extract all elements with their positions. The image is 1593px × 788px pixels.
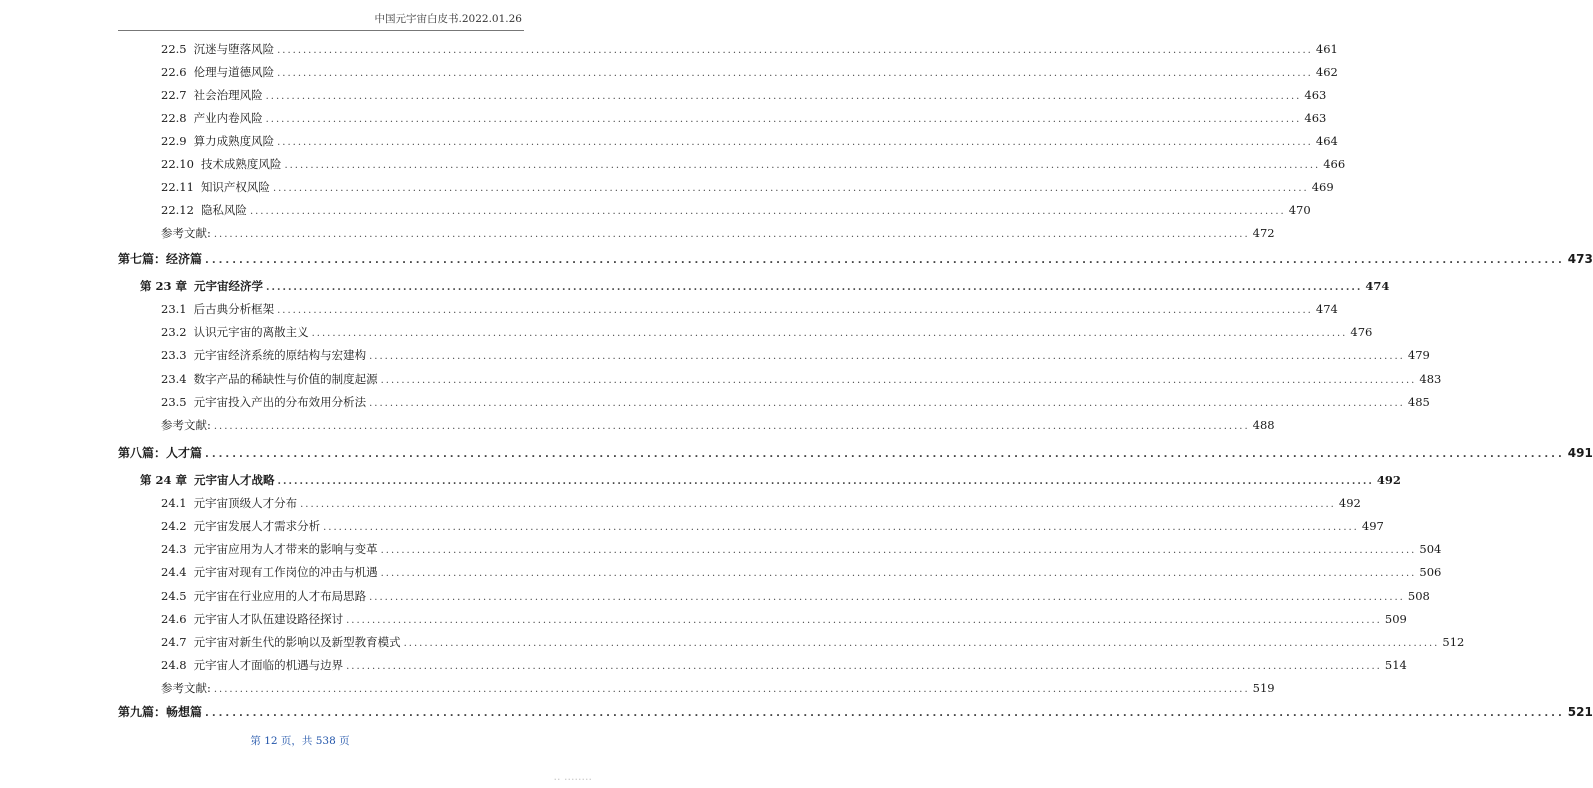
toc-page-number: 469 (1311, 180, 1334, 194)
toc-page-number: 474 (1365, 279, 1390, 293)
toc-entry[interactable] (161, 302, 1338, 318)
toc-page-number: 492 (1376, 473, 1401, 487)
toc-section[interactable] (118, 705, 1593, 721)
toc-leader-dots: ........................................................................................................................................................................................................ (277, 305, 1313, 316)
toc-page-number: 472 (1252, 226, 1275, 240)
toc-page-number: 506 (1419, 565, 1442, 579)
toc-page-number: 492 (1338, 496, 1361, 510)
toc-entry-title: 沉迷与堕落风险 (193, 42, 275, 56)
toc-page-number: 464 (1315, 134, 1338, 148)
toc-entry[interactable] (161, 542, 1442, 558)
toc-page-number: 463 (1304, 88, 1327, 102)
toc-entry-title: 参考文献: (161, 418, 211, 432)
toc-leader-dots: ........................................................................................................................................................................................................ (380, 568, 1417, 579)
toc-page-number: 463 (1304, 111, 1327, 125)
toc-entry[interactable] (161, 65, 1338, 81)
toc-entry[interactable] (161, 589, 1430, 605)
toc-entry[interactable] (161, 134, 1338, 150)
toc-entry-number: 24.8 (161, 658, 187, 672)
toc-leader-dots: ........................................................................................................................................................................................................ (213, 684, 1250, 695)
toc-leader-dots: ........................................................................................................................................................................................................ (265, 91, 1302, 102)
toc-entry-number: 22.10 (161, 157, 194, 171)
toc-chapter[interactable] (140, 473, 1401, 489)
toc-entry[interactable] (161, 111, 1327, 127)
toc-page-number: 504 (1419, 542, 1442, 556)
toc-leader-dots: ........................................................................................................................................................................................................ (369, 398, 1405, 409)
toc-entry[interactable] (161, 325, 1373, 341)
toc-page-number: 512 (1442, 635, 1465, 649)
toc-leader-dots: ........................................................................................................................................................................................................ (403, 638, 1440, 649)
toc-entry[interactable] (161, 395, 1430, 411)
toc-entry-number: 24.6 (161, 612, 187, 626)
toc-page-number: 473 (1567, 252, 1593, 266)
toc-entry-number: 23.5 (161, 395, 187, 409)
toc-entry-title: 后古典分析框架 (193, 302, 275, 316)
toc-entry-title: 元宇宙顶级人才分布 (193, 496, 298, 510)
toc-entry[interactable] (161, 88, 1327, 104)
toc-leader-dots: ........................................................................................................................................................................................................ (369, 592, 1405, 603)
toc-entry-title: 第八篇：人才篇 (118, 446, 203, 460)
toc-entry-title: 参考文献: (161, 226, 211, 240)
toc-entry[interactable] (161, 635, 1465, 651)
watermark: ·· ········ (553, 773, 592, 786)
toc-entry-title: 元宇宙经济学 (194, 279, 264, 293)
toc-entry-title: 元宇宙发展人才需求分析 (193, 519, 321, 533)
toc-page-number: 462 (1315, 65, 1338, 79)
toc-entry-title: 技术成熟度风险 (200, 157, 282, 171)
toc-entry-title: 社会治理风险 (193, 88, 263, 102)
toc-leader-dots: ........................................................................................................................................................................................................ (369, 351, 1405, 362)
toc-entry-title: 第九篇：畅想篇 (118, 705, 203, 719)
toc-leader-dots: ........................................................................................................................................................................................................ (213, 229, 1250, 240)
toc-entry[interactable] (161, 496, 1361, 512)
toc-page-number: 483 (1419, 372, 1442, 386)
toc-page-number: 466 (1323, 157, 1346, 171)
toc-page-number: 461 (1315, 42, 1338, 56)
toc-entry-number: 22.11 (161, 180, 194, 194)
toc-page-number: 476 (1350, 325, 1373, 339)
toc-ref[interactable] (161, 418, 1275, 434)
toc-entry-title: 元宇宙应用为人才带来的影响与变革 (193, 542, 378, 556)
toc-entry-number: 22.7 (161, 88, 187, 102)
toc-entry[interactable] (161, 372, 1442, 388)
toc-leader-dots: ........................................................................................................................................................................................................ (249, 206, 1286, 217)
toc-entry-number: 23.1 (161, 302, 187, 316)
toc-page-number: 479 (1407, 348, 1430, 362)
toc-entry-title: 隐私风险 (200, 203, 247, 217)
toc-entry-number: 23.2 (161, 325, 187, 339)
toc-entry[interactable] (161, 42, 1338, 58)
toc-entry-title: 数字产品的稀缺性与价值的制度起源 (193, 372, 378, 386)
toc-entry-title: 元宇宙人才战略 (194, 473, 275, 487)
page-number: 第 12 页，共 538 页 (250, 735, 350, 747)
toc-section[interactable] (118, 252, 1593, 268)
toc-entry-title: 产业内卷风险 (193, 111, 263, 125)
toc-leader-dots: ........................................................................................................................................................................................................ (380, 545, 1417, 556)
toc-entry-number: 第 23 章 (140, 279, 188, 293)
toc-entry-number: 23.3 (161, 348, 187, 362)
toc-entry-title: 元宇宙人才面临的机遇与边界 (193, 658, 344, 672)
toc-entry[interactable] (161, 348, 1430, 364)
toc-page-number: 519 (1252, 681, 1275, 695)
toc-ref[interactable] (161, 226, 1275, 242)
toc-page-number: 508 (1407, 589, 1430, 603)
toc-page-number: 485 (1407, 395, 1430, 409)
toc-entry-title: 元宇宙投入产出的分布效用分析法 (193, 395, 367, 409)
toc-leader-dots: ........................................................................................................................................................................................................ (277, 137, 1313, 148)
toc-leader-dots: ........................................................................................................................................................................................................ (205, 708, 1565, 719)
toc-page-number: 491 (1567, 446, 1593, 460)
toc-page-number: 521 (1567, 705, 1593, 719)
toc-leader-dots: ........................................................................................................................................................................................................ (205, 255, 1565, 266)
toc-leader-dots: ........................................................................................................................................................................................................ (272, 183, 1309, 194)
toc-entry-number: 22.6 (161, 65, 187, 79)
toc-entry[interactable] (161, 157, 1346, 173)
toc-entry-title: 第七篇：经济篇 (118, 252, 203, 266)
toc-page-number: 497 (1361, 519, 1384, 533)
toc-entry[interactable] (161, 612, 1407, 628)
toc-entry-title: 算力成熟度风险 (193, 134, 275, 148)
toc-entry-number: 24.2 (161, 519, 187, 533)
toc-section[interactable] (118, 446, 1593, 462)
toc-entry-number: 24.7 (161, 635, 187, 649)
toc-leader-dots: ........................................................................................................................................................................................................ (346, 661, 1382, 672)
toc-entry-number: 23.4 (161, 372, 187, 386)
toc-leader-dots: ........................................................................................................................................................................................................ (284, 160, 1321, 171)
toc-leader-dots: ........................................................................................................................................................................................................ (311, 328, 1348, 339)
toc-entry-title: 元宇宙人才队伍建设路径探讨 (193, 612, 344, 626)
toc-leader-dots: ........................................................................................................................................................................................................ (277, 476, 1374, 487)
toc-leader-dots: ........................................................................................................................................................................................................ (265, 114, 1302, 125)
toc-leader-dots: ........................................................................................................................................................................................................ (205, 449, 1565, 460)
toc-entry[interactable] (161, 565, 1442, 581)
toc-leader-dots: ........................................................................................................................................................................................................ (300, 499, 1336, 510)
document-title: 中国元宇宙白皮书.2022.01.26 (374, 13, 522, 25)
toc-entry-number: 22.12 (161, 203, 194, 217)
header-divider (118, 30, 524, 31)
toc-page-number: 488 (1252, 418, 1275, 432)
toc-entry-number: 24.1 (161, 496, 187, 510)
toc-leader-dots: ........................................................................................................................................................................................................ (277, 68, 1313, 79)
toc-entry[interactable] (161, 180, 1334, 196)
toc-entry-number: 24.4 (161, 565, 187, 579)
toc-page-number: 470 (1288, 203, 1311, 217)
toc-entry-number: 24.3 (161, 542, 187, 556)
toc-page-number: 514 (1384, 658, 1407, 672)
toc-ref[interactable] (161, 681, 1275, 697)
toc-entry-title: 伦理与道德风险 (193, 65, 275, 79)
toc-leader-dots: ........................................................................................................................................................................................................ (213, 421, 1250, 432)
toc-entry-number: 22.5 (161, 42, 187, 56)
toc-entry-title: 元宇宙对新生代的影响以及新型教育模式 (193, 635, 401, 649)
toc-leader-dots: ........................................................................................................................................................................................................ (346, 615, 1382, 626)
toc-leader-dots: ........................................................................................................................................................................................................ (277, 45, 1313, 56)
toc-entry-number: 第 24 章 (140, 473, 188, 487)
toc-entry-title: 参考文献: (161, 681, 211, 695)
toc-page-number: 509 (1384, 612, 1407, 626)
toc-entry-title: 元宇宙在行业应用的人才布局思路 (193, 589, 367, 603)
toc-entry-number: 24.5 (161, 589, 187, 603)
toc-entry-title: 知识产权风险 (200, 180, 270, 194)
toc-leader-dots: ........................................................................................................................................................................................................ (266, 282, 1363, 293)
toc-leader-dots: ........................................................................................................................................................................................................ (323, 522, 1359, 533)
toc-entry-number: 22.8 (161, 111, 187, 125)
toc-entry-title: 元宇宙对现有工作岗位的冲击与机遇 (193, 565, 378, 579)
toc-entry[interactable] (161, 203, 1311, 219)
toc-chapter[interactable] (140, 279, 1390, 295)
toc-entry-title: 元宇宙经济系统的原结构与宏建构 (193, 348, 367, 362)
toc-entry[interactable] (161, 658, 1407, 674)
toc-leader-dots: ........................................................................................................................................................................................................ (380, 375, 1417, 386)
toc-entry-title: 认识元宇宙的离散主义 (193, 325, 309, 339)
toc-page-number: 474 (1315, 302, 1338, 316)
toc-entry-number: 22.9 (161, 134, 187, 148)
toc-entry[interactable] (161, 519, 1384, 535)
